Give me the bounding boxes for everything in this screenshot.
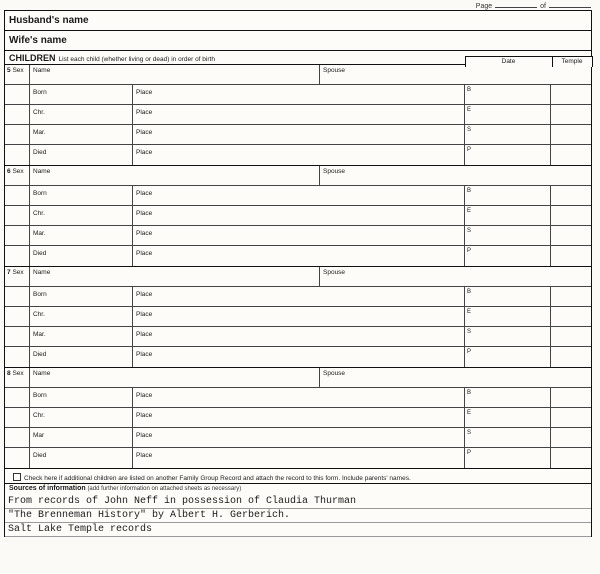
place-label: Place: [136, 452, 153, 459]
event-date-field[interactable]: [30, 206, 133, 225]
event-date-field[interactable]: [30, 125, 133, 144]
child-event-row: [5, 327, 591, 347]
event-label: Chr.: [33, 210, 45, 217]
ordinance-date-field[interactable]: [465, 206, 551, 225]
additional-children-note: [5, 469, 591, 483]
event-label: Born: [33, 89, 47, 96]
event-place-field[interactable]: [133, 206, 465, 225]
child-spouse-field[interactable]: [320, 368, 591, 387]
ordinance-date-field[interactable]: [465, 85, 551, 104]
name-label: Name: [33, 67, 51, 74]
family-group-form: [4, 10, 592, 537]
row-margin: [5, 125, 30, 144]
place-label: Place: [136, 109, 153, 116]
spouse-label: Spouse: [323, 370, 346, 377]
child-event-row: [5, 388, 591, 408]
children-title: CHILDREN: [9, 53, 56, 63]
event-date-field[interactable]: [30, 287, 133, 306]
event-place-field[interactable]: [133, 105, 465, 124]
ordinance-date-field[interactable]: [465, 388, 551, 407]
event-label: Died: [33, 452, 47, 459]
name-label: Name: [33, 168, 51, 175]
ordinance-date-field[interactable]: [465, 125, 551, 144]
ordinance-code: E: [467, 208, 472, 214]
temple-field[interactable]: [551, 85, 591, 104]
event-date-field[interactable]: [30, 327, 133, 346]
child-name-field[interactable]: [30, 166, 320, 185]
event-date-field[interactable]: [30, 388, 133, 407]
event-date-field[interactable]: [30, 246, 133, 266]
place-label: Place: [136, 250, 153, 257]
ordinance-date-field[interactable]: [465, 246, 551, 266]
event-place-field[interactable]: [133, 428, 465, 447]
ordinance-date-field[interactable]: [465, 186, 551, 205]
temple-column-label: Temple: [561, 58, 583, 65]
child-name-field[interactable]: [30, 368, 320, 387]
source-line[interactable]: From records of John Neff in possession of Claudia Thurman: [5, 495, 591, 509]
temple-field[interactable]: [551, 347, 591, 367]
place-label: Place: [136, 412, 153, 419]
ordinance-date-field[interactable]: [465, 287, 551, 306]
child-event-row: [5, 206, 591, 226]
row-margin: [5, 226, 30, 245]
sex-label: Sex: [12, 269, 24, 276]
child-event-row: [5, 125, 591, 145]
ordinance-code: S: [467, 127, 472, 133]
event-label: Mar.: [33, 331, 46, 338]
ordinance-code: E: [467, 410, 472, 416]
child-event-row: [5, 186, 591, 206]
event-label: Chr.: [33, 109, 45, 116]
child-entry: [5, 368, 591, 469]
place-label: Place: [136, 129, 153, 136]
child-name-row: [5, 267, 591, 287]
event-place-field[interactable]: [133, 388, 465, 407]
row-margin: [5, 85, 30, 104]
place-label: Place: [136, 351, 153, 358]
temple-field[interactable]: [551, 307, 591, 326]
spouse-label: Spouse: [323, 67, 346, 74]
children-instruction: List each child (whether living or dead) in order of birth: [58, 56, 215, 63]
ordinance-date-field[interactable]: [465, 105, 551, 124]
row-margin: [5, 186, 30, 205]
child-event-row: [5, 85, 591, 105]
sources-subtitle: (add further information on attached sheets as necessary): [87, 486, 242, 492]
husband-name-label: Husband's name: [9, 15, 89, 26]
event-place-field[interactable]: [133, 307, 465, 326]
ordinance-code: B: [467, 87, 472, 93]
event-place-field[interactable]: [133, 448, 465, 468]
event-date-field[interactable]: [30, 347, 133, 367]
row-margin: [5, 408, 30, 427]
temple-field[interactable]: [551, 206, 591, 225]
event-label: Died: [33, 149, 47, 156]
event-label: Mar.: [33, 230, 46, 237]
form-box: [4, 10, 592, 537]
row-margin: [5, 448, 30, 468]
event-label: Died: [33, 351, 47, 358]
child-event-row: [5, 408, 591, 428]
event-label: Chr.: [33, 412, 45, 419]
row-margin: [5, 428, 30, 447]
event-place-field[interactable]: [133, 347, 465, 367]
temple-field[interactable]: [551, 105, 591, 124]
ordinance-code: B: [467, 188, 472, 194]
child-spouse-field[interactable]: [320, 166, 591, 185]
event-place-field[interactable]: [133, 125, 465, 144]
row-margin: [5, 388, 30, 407]
sex-label: Sex: [12, 370, 24, 377]
temple-field[interactable]: [551, 428, 591, 447]
child-event-row: [5, 448, 591, 468]
event-label: Died: [33, 250, 47, 257]
ordinance-code: S: [467, 228, 472, 234]
event-place-field[interactable]: [133, 287, 465, 306]
wife-name-field[interactable]: [5, 31, 591, 51]
ordinance-code: P: [467, 450, 472, 456]
child-spouse-field[interactable]: [320, 267, 591, 286]
row-margin: [5, 347, 30, 367]
page-label: Page: [475, 3, 493, 10]
event-place-field[interactable]: [133, 408, 465, 427]
children-header: [5, 51, 591, 65]
child-spouse-field[interactable]: [320, 65, 591, 84]
child-number: 8: [7, 370, 11, 377]
event-place-field[interactable]: [133, 145, 465, 165]
name-label: Name: [33, 269, 51, 276]
child-name-row: [5, 166, 591, 186]
ordinance-code: B: [467, 390, 472, 396]
place-label: Place: [136, 210, 153, 217]
child-event-row: [5, 145, 591, 165]
event-place-field[interactable]: [133, 246, 465, 266]
ordinance-code: B: [467, 289, 472, 295]
child-event-row: [5, 105, 591, 125]
child-number: 6: [7, 168, 11, 175]
event-label: Mar: [33, 432, 45, 439]
row-margin: [5, 327, 30, 346]
child-name-field[interactable]: [30, 65, 320, 84]
source-line[interactable]: "The Brenneman History" by Albert H. Gerberich.: [5, 509, 591, 523]
child-sex-field[interactable]: [5, 368, 30, 387]
ordinance-code: E: [467, 309, 472, 315]
row-margin: [5, 287, 30, 306]
child-event-row: [5, 428, 591, 448]
temple-field[interactable]: [551, 186, 591, 205]
place-label: Place: [136, 149, 153, 156]
place-label: Place: [136, 432, 153, 439]
row-margin: [5, 105, 30, 124]
child-name-row: [5, 65, 591, 85]
child-name-field[interactable]: [30, 267, 320, 286]
event-date-field[interactable]: [30, 226, 133, 245]
wife-name-label: Wife's name: [9, 35, 67, 46]
temple-field[interactable]: [551, 226, 591, 245]
place-label: Place: [136, 311, 153, 318]
sources-title: Sources of information: [9, 485, 86, 492]
sex-label: Sex: [12, 168, 24, 175]
temple-field[interactable]: [551, 408, 591, 427]
ordinance-date-field[interactable]: [465, 347, 551, 367]
place-label: Place: [136, 190, 153, 197]
row-margin: [5, 246, 30, 266]
event-place-field[interactable]: [133, 226, 465, 245]
event-date-field[interactable]: [30, 428, 133, 447]
temple-field[interactable]: [551, 246, 591, 266]
page-number-blank[interactable]: [495, 1, 537, 8]
temple-field[interactable]: [551, 448, 591, 468]
date-temple-header: [465, 56, 593, 67]
event-date-field[interactable]: [30, 307, 133, 326]
event-label: Born: [33, 190, 47, 197]
husband-name-field[interactable]: [5, 11, 591, 31]
event-label: Born: [33, 291, 47, 298]
spouse-label: Spouse: [323, 168, 346, 175]
event-place-field[interactable]: [133, 327, 465, 346]
place-label: Place: [136, 392, 153, 399]
event-label: Born: [33, 392, 47, 399]
event-date-field[interactable]: [30, 408, 133, 427]
temple-field[interactable]: [551, 125, 591, 144]
additional-children-checkbox[interactable]: [13, 473, 21, 481]
event-date-field[interactable]: [30, 105, 133, 124]
child-event-row: [5, 226, 591, 246]
date-column-label: Date: [466, 57, 553, 67]
child-event-row: [5, 246, 591, 266]
sources-header: [5, 483, 591, 495]
child-event-row: [5, 307, 591, 327]
ordinance-code: S: [467, 329, 472, 335]
event-date-field[interactable]: [30, 448, 133, 468]
ordinance-date-field[interactable]: [465, 145, 551, 165]
event-date-field[interactable]: [30, 85, 133, 104]
child-entry: [5, 267, 591, 368]
page-total-blank[interactable]: [549, 1, 591, 8]
temple-field[interactable]: [551, 327, 591, 346]
sources-lines: [5, 495, 591, 537]
ordinance-date-field[interactable]: [465, 408, 551, 427]
child-number: 5: [7, 67, 11, 74]
child-event-row: [5, 287, 591, 307]
sex-label: Sex: [12, 67, 24, 74]
ordinance-date-field[interactable]: [465, 428, 551, 447]
ordinance-date-field[interactable]: [465, 307, 551, 326]
ordinance-date-field[interactable]: [465, 327, 551, 346]
ordinance-date-field[interactable]: [465, 448, 551, 468]
page-number-header: [476, 1, 594, 10]
event-label: Chr.: [33, 311, 45, 318]
of-label: of: [540, 3, 546, 10]
place-label: Place: [136, 230, 153, 237]
child-sex-field[interactable]: [5, 166, 30, 185]
event-place-field[interactable]: [133, 186, 465, 205]
row-margin: [5, 145, 30, 165]
event-label: Mar.: [33, 129, 46, 136]
place-label: Place: [136, 331, 153, 338]
temple-field[interactable]: [551, 145, 591, 165]
event-place-field[interactable]: [133, 85, 465, 104]
child-name-row: [5, 368, 591, 388]
ordinance-code: P: [467, 349, 472, 355]
child-sex-field[interactable]: [5, 267, 30, 286]
children-list: [5, 65, 591, 469]
place-label: Place: [136, 291, 153, 298]
event-date-field[interactable]: [30, 145, 133, 165]
row-margin: [5, 307, 30, 326]
temple-field[interactable]: [551, 287, 591, 306]
source-line[interactable]: Salt Lake Temple records: [5, 523, 591, 537]
ordinance-code: E: [467, 107, 472, 113]
ordinance-code: P: [467, 147, 472, 153]
spouse-label: Spouse: [323, 269, 346, 276]
child-number: 7: [7, 269, 11, 276]
child-event-row: [5, 347, 591, 367]
ordinance-date-field[interactable]: [465, 226, 551, 245]
name-label: Name: [33, 370, 51, 377]
ordinance-code: S: [467, 430, 472, 436]
event-date-field[interactable]: [30, 186, 133, 205]
child-sex-field[interactable]: [5, 65, 30, 84]
temple-field[interactable]: [551, 388, 591, 407]
row-margin: [5, 206, 30, 225]
place-label: Place: [136, 89, 153, 96]
child-entry: [5, 166, 591, 267]
child-entry: [5, 65, 591, 166]
additional-children-text: Check here if additional children are listed on another Family Group Record and attach the record to this form. Include parents' names.: [24, 475, 411, 482]
ordinance-code: P: [467, 248, 472, 254]
